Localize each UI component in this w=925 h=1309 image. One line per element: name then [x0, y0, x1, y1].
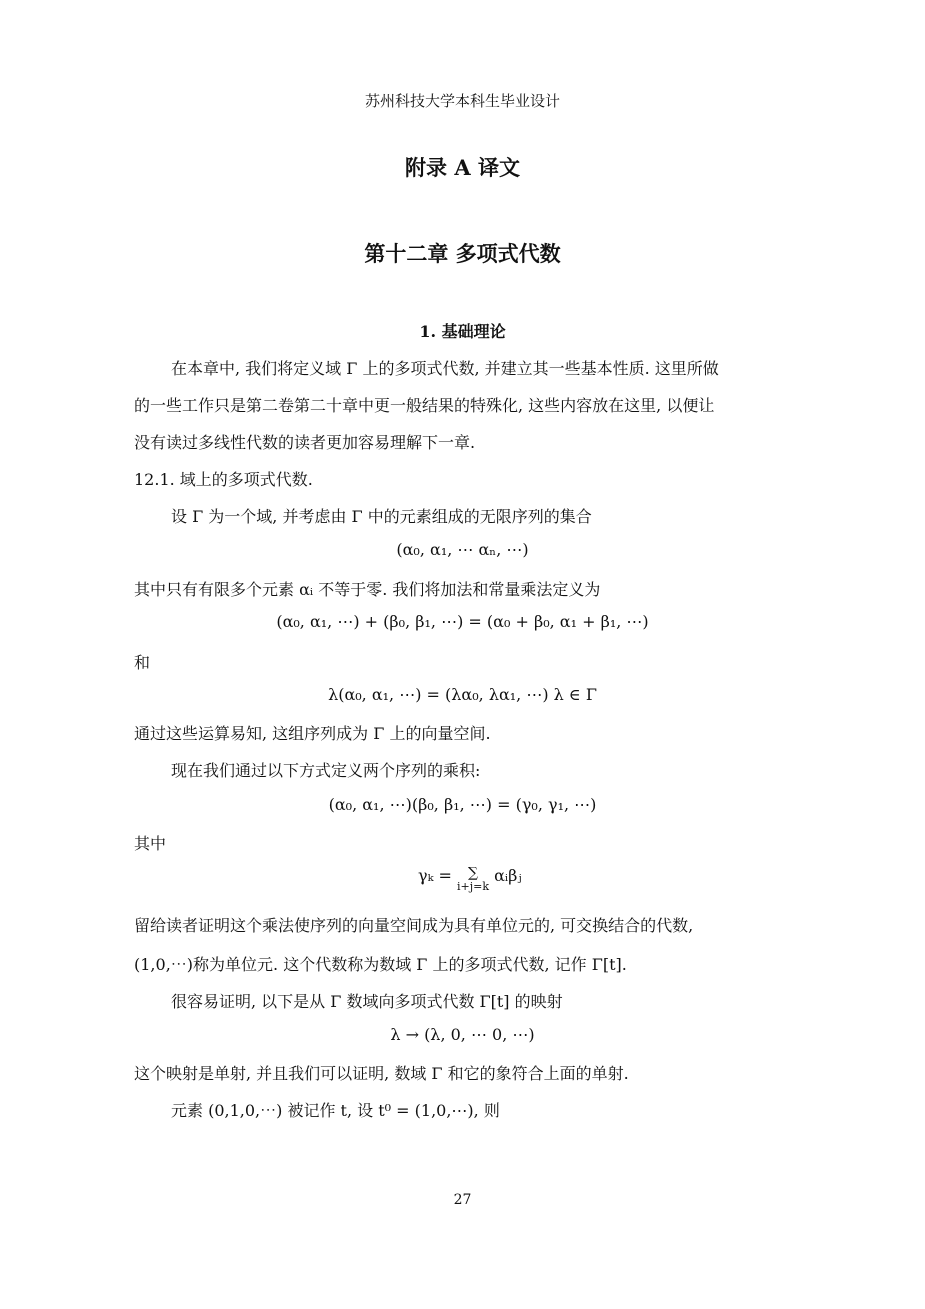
equation-addition: (α₀, α₁, ⋯) + (β₀, β₁, ⋯) = (α₀ + β₀, α₁ + β₁, ⋯) [276, 612, 649, 631]
paragraph-line: 的一些工作只是第二卷第二十章中更一般结果的特殊化, 这些内容放在这里, 以便让 [134, 396, 715, 415]
paragraph-line: 在本章中, 我们将定义域 Γ 上的多项式代数, 并建立其一些基本性质. 这里所做 [171, 359, 719, 378]
paragraph-line: 现在我们通过以下方式定义两个序列的乘积: [171, 761, 481, 780]
paragraph-line: 设 Γ 为一个域, 并考虑由 Γ 中的元素组成的无限序列的集合 [171, 507, 592, 526]
gamma-rhs: αᵢβⱼ [494, 866, 522, 885]
subsection-heading: 12.1. 域上的多项式代数. [134, 470, 313, 489]
equation-scalar: λ(α₀, α₁, ⋯) = (λα₀, λα₁, ⋯) λ ∈ Γ [328, 685, 597, 704]
paragraph-line: 和 [134, 653, 151, 672]
equation-gamma [418, 866, 522, 894]
paragraph-line: 没有读过多线性代数的读者更加容易理解下一章. [134, 433, 476, 452]
appendix-title: 附录 A 译文 [405, 155, 520, 180]
paragraph-line: 留给读者证明这个乘法使序列的向量空间成为具有单位元的, 可交换结合的代数, [134, 916, 694, 935]
paragraph-line: 其中 [134, 834, 167, 853]
paragraph-line: 通过这些运算易知, 这组序列成为 Γ 上的向量空间. [134, 724, 491, 743]
equation-mapping: λ → (λ, 0, ⋯ 0, ⋯) [390, 1025, 535, 1044]
summation-index: i+j=k [456, 880, 490, 893]
chapter-title: 第十二章 多项式代数 [364, 241, 561, 266]
summation [457, 866, 489, 894]
paragraph-line: 元素 (0,1,0,⋯) 被记作 t, 设 t⁰ = (1,0,⋯), 则 [171, 1101, 500, 1120]
paragraph-line: 很容易证明, 以下是从 Γ 数域向多项式代数 Γ[t] 的映射 [171, 992, 563, 1011]
summation-sign: ∑ [468, 865, 478, 881]
section-title: 1. 基础理论 [419, 322, 506, 341]
running-header: 苏州科技大学本科生毕业设计 [364, 92, 560, 110]
page-number: 27 [453, 1192, 472, 1208]
gamma-lhs: γₖ = [418, 866, 457, 885]
paragraph-line: (1,0,⋯)称为单位元. 这个代数称为数域 Γ 上的多项式代数, 记作 Γ[t]. [134, 955, 627, 974]
paragraph-line: 这个映射是单射, 并且我们可以证明, 数域 Γ 和它的象符合上面的单射. [134, 1064, 629, 1083]
equation-sequence: (α₀, α₁, ⋯ αₙ, ⋯) [396, 540, 529, 559]
paragraph-line: 其中只有有限多个元素 αᵢ 不等于零. 我们将加法和常量乘法定义为 [134, 580, 601, 599]
equation-product: (α₀, α₁, ⋯)(β₀, β₁, ⋯) = (γ₀, γ₁, ⋯) [328, 795, 597, 814]
